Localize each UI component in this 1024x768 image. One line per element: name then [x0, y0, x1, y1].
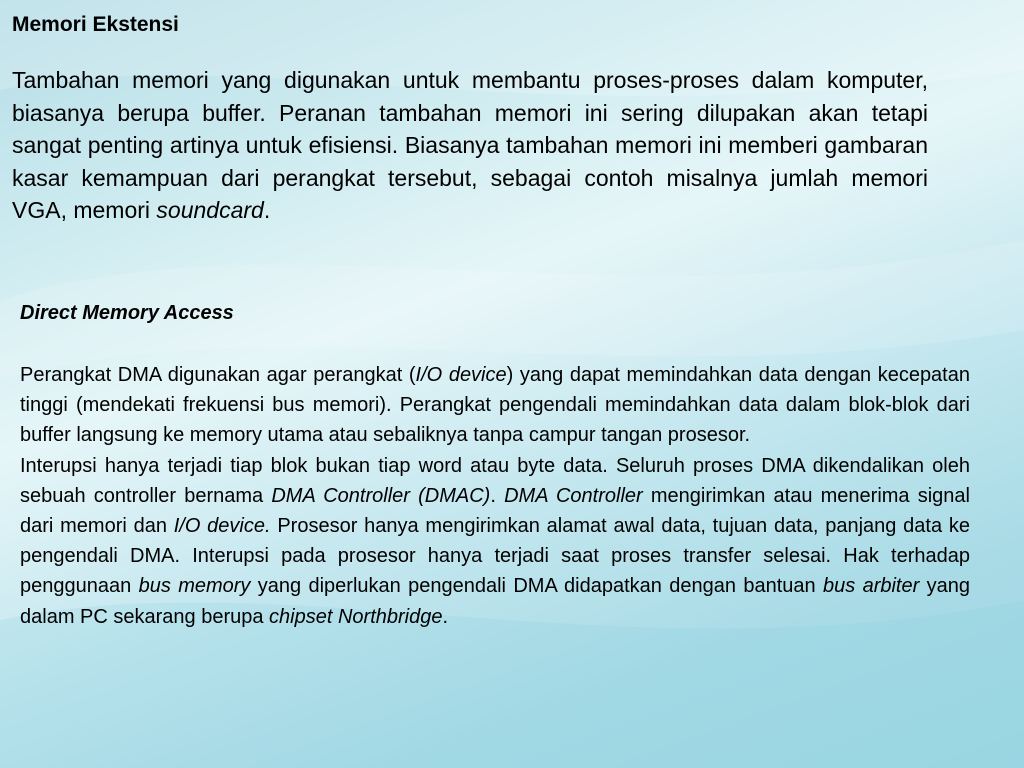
paragraph-dma-intro	[20, 360, 970, 451]
heading-memori-ekstensi: Memori Ekstensi	[12, 13, 179, 36]
italic-io-device: I/O device	[415, 364, 507, 386]
paragraph-text: Tambahan memori yang digunakan untuk membantu proses-proses dalam komputer, biasanya berupa buffer. Peranan tambahan memori ini sering dilupakan akan tetapi sangat penting artinya untuk efisiensi. Biasanya tambahan memori ini memberi gambaran kasar kemampuan dari perangkat tersebut, sebagai contoh misalnya jumlah memori VGA, memori	[12, 67, 928, 223]
italic-chipset-northbridge: chipset Northbridge	[269, 605, 443, 628]
text-run: yang diperlukan pengendali DMA didapatkan dengan bantuan	[250, 575, 823, 598]
text-run: .	[490, 484, 505, 507]
heading-direct-memory-access: Direct Memory Access	[20, 302, 234, 324]
paragraph-end: .	[263, 197, 271, 223]
text-run: mengirimkan atau menerima signal dari memori dan	[20, 484, 970, 538]
text-run: Prosesor hanya mengirimkan alamat awal data, tujuan data, panjang data ke pengendali DMA. Interupsi pada prosesor hanya terjadi saat proses transfer selesai. Hak terhadap penggunaan	[20, 515, 970, 598]
text-run: Perangkat DMA digunakan agar perangkat (	[20, 364, 416, 386]
italic-bus-memory: bus memory	[138, 575, 251, 598]
text-run: yang dalam PC sekarang berupa	[20, 575, 970, 628]
section-memori-ekstensi	[12, 8, 928, 227]
section-direct-memory-access	[20, 298, 970, 632]
paragraph-memori-ekstensi	[12, 64, 928, 227]
text-run: .	[442, 605, 449, 628]
text-run: Interupsi hanya terjadi tiap blok bukan tiap word atau byte data. Seluruh proses DMA dikendalikan oleh sebuah controller bernama	[20, 454, 970, 507]
italic-dma-controller: DMA Controller	[504, 484, 643, 507]
italic-dmac: DMA Controller (DMAC)	[271, 484, 491, 507]
italic-soundcard: soundcard	[156, 197, 264, 223]
paragraph-dma-interrupt	[20, 451, 970, 632]
italic-bus-arbiter: bus arbiter	[822, 575, 920, 598]
italic-io-device-2: I/O device.	[173, 515, 271, 538]
text-run: ) yang dapat memindahkan data dengan kecepatan tinggi (mendekati frekuensi bus memori). Perangkat pengendali memindahkan data dalam blok-blok dari buffer langsung ke memory utama atau sebaliknya tanpa campur tangan prosesor.	[20, 364, 970, 447]
